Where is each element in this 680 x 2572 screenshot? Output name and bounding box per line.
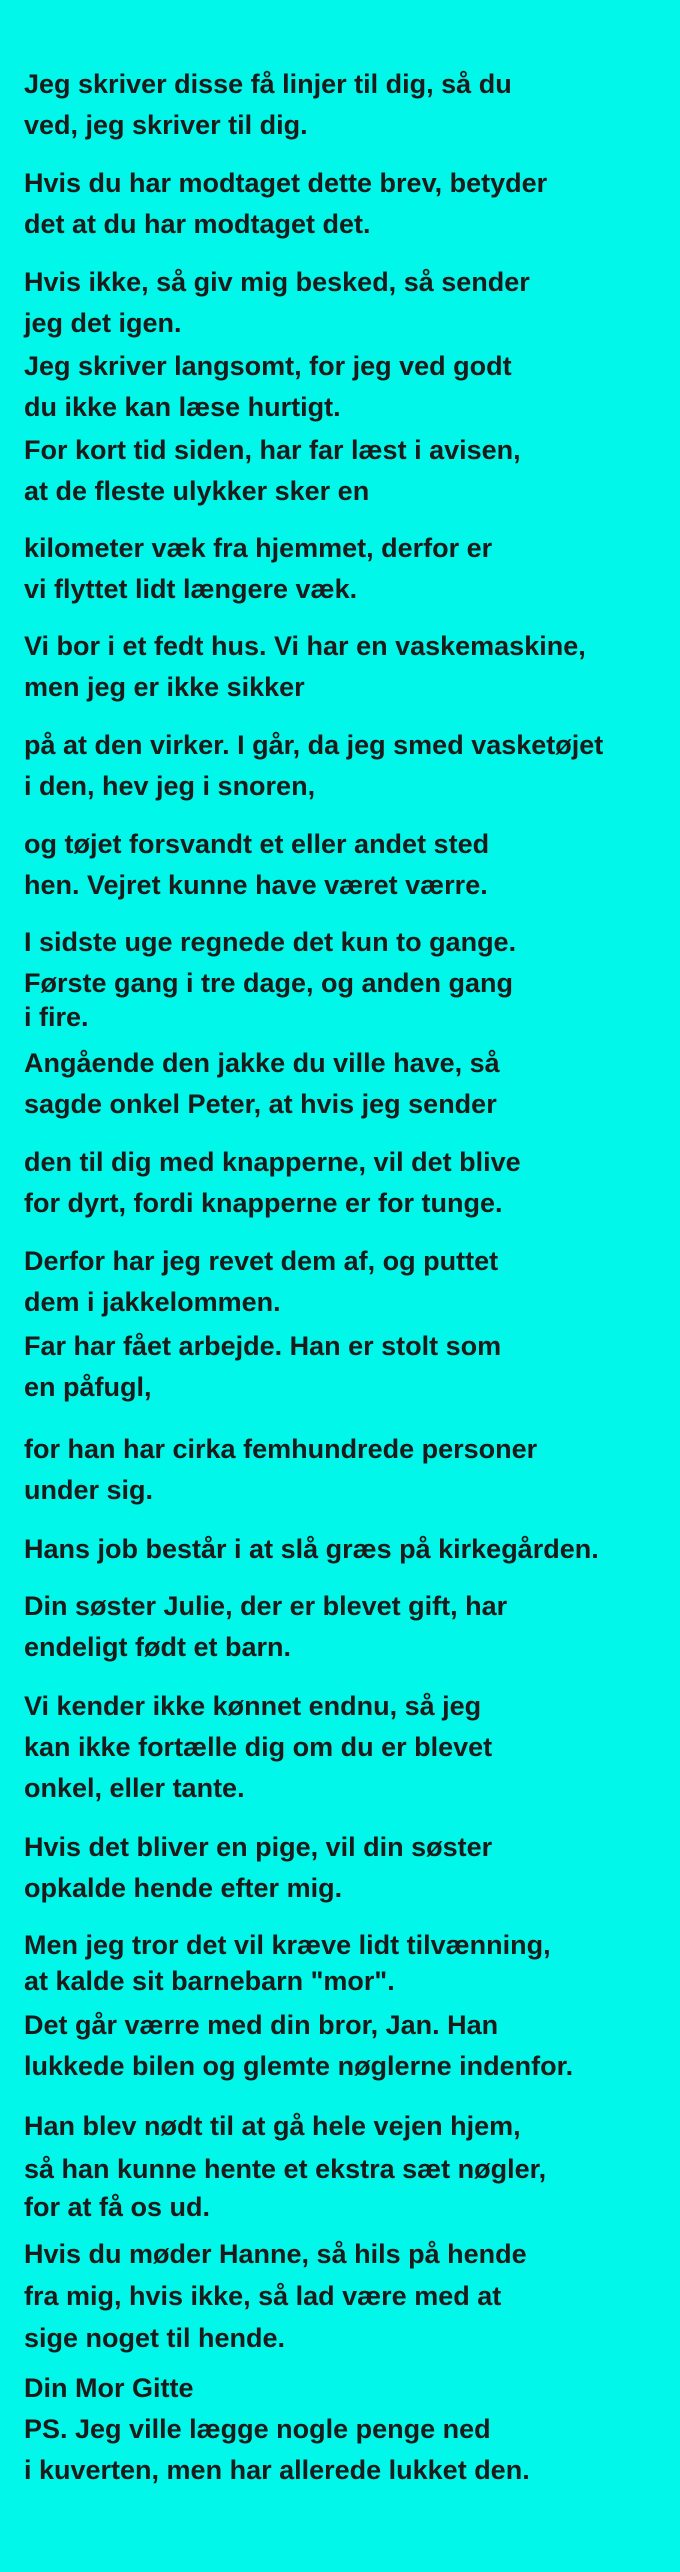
letter-line: at de fleste ulykker sker en: [24, 476, 370, 506]
letter-line: i den, hev jeg i snoren,: [24, 771, 316, 801]
letter-line: For kort tid siden, har far læst i avisen,: [24, 435, 521, 465]
letter-line: Men jeg tror det vil kræve lidt tilvænning,: [24, 1930, 551, 1960]
letter-line: en påfugl,: [24, 1372, 152, 1402]
letter-line: lukkede bilen og glemte nøglerne indenfor.: [24, 2051, 574, 2081]
letter-line: kilometer væk fra hjemmet, derfor er: [24, 533, 493, 563]
letter-line: Vi bor i et fedt hus. Vi har en vaskemaskine,: [24, 631, 586, 661]
letter-line: Far har fået arbejde. Han er stolt som: [24, 1331, 502, 1361]
letter-line: onkel, eller tante.: [24, 1773, 245, 1803]
letter-line: Hvis det bliver en pige, vil din søster: [24, 1832, 493, 1862]
signature-line: Din Mor Gitte: [24, 2373, 194, 2403]
letter-line: opkalde hende efter mig.: [24, 1873, 343, 1903]
letter-line: Derfor har jeg revet dem af, og puttet: [24, 1246, 499, 1276]
letter-line: jeg det igen.: [24, 308, 182, 338]
letter-line: I sidste uge regnede det kun to gange.: [24, 927, 517, 957]
postscript-line: i kuverten, men har allerede lukket den.: [24, 2455, 530, 2485]
letter-line: så han kunne hente et ekstra sæt nøgler,: [24, 2154, 547, 2184]
letter-line: for dyrt, fordi knapperne er for tunge.: [24, 1188, 503, 1218]
letter-line: det at du har modtaget det.: [24, 209, 371, 239]
letter-line: Det går værre med din bror, Jan. Han: [24, 2010, 499, 2040]
letter-line: for han har cirka femhundrede personer: [24, 1434, 538, 1464]
letter-line: under sig.: [24, 1475, 154, 1505]
letter-line: dem i jakkelommen.: [24, 1287, 281, 1317]
letter-line: ved, jeg skriver til dig.: [24, 110, 308, 140]
letter-line: sige noget til hende.: [24, 2323, 286, 2353]
letter-line: Hvis ikke, så giv mig besked, så sender: [24, 267, 530, 297]
letter-line: men jeg er ikke sikker: [24, 672, 305, 702]
letter-line: hen. Vejret kunne have været værre.: [24, 870, 488, 900]
letter-line: vi flyttet lidt længere væk.: [24, 574, 358, 604]
letter-line: Han blev nødt til at gå hele vejen hjem,: [24, 2111, 521, 2141]
letter-line: Hvis du har modtaget dette brev, betyder: [24, 168, 548, 198]
letter-line: kan ikke fortælle dig om du er blevet: [24, 1732, 493, 1762]
letter-line: i fire.: [24, 1002, 89, 1032]
letter-line: Angående den jakke du ville have, så: [24, 1048, 500, 1078]
letter-line: Jeg skriver langsomt, for jeg ved godt: [24, 351, 512, 381]
letter-line: at kalde sit barnebarn "mor".: [24, 1966, 395, 1996]
letter-line: Første gang i tre dage, og anden gang: [24, 968, 514, 998]
letter-line: og tøjet forsvandt et eller andet sted: [24, 829, 490, 859]
letter-line: for at få os ud.: [24, 2192, 211, 2222]
letter-line: den til dig med knapperne, vil det blive: [24, 1147, 521, 1177]
letter-line: fra mig, hvis ikke, så lad være med at: [24, 2281, 502, 2311]
letter-line: endeligt født et barn.: [24, 1632, 291, 1662]
letter-line: Din søster Julie, der er blevet gift, har: [24, 1591, 508, 1621]
letter-line: du ikke kan læse hurtigt.: [24, 392, 341, 422]
letter-line: på at den virker. I går, da jeg smed vasketøjet: [24, 730, 604, 760]
letter-line: Vi kender ikke kønnet endnu, så jeg: [24, 1691, 482, 1721]
letter-line: Hans job består i at slå græs på kirkegården.: [24, 1534, 599, 1564]
letter-line: Jeg skriver disse få linjer til dig, så du: [24, 69, 512, 99]
postscript-line: PS. Jeg ville lægge nogle penge ned: [24, 2414, 491, 2444]
letter-line: Hvis du møder Hanne, så hils på hende: [24, 2239, 527, 2269]
letter-line: sagde onkel Peter, at hvis jeg sender: [24, 1089, 497, 1119]
